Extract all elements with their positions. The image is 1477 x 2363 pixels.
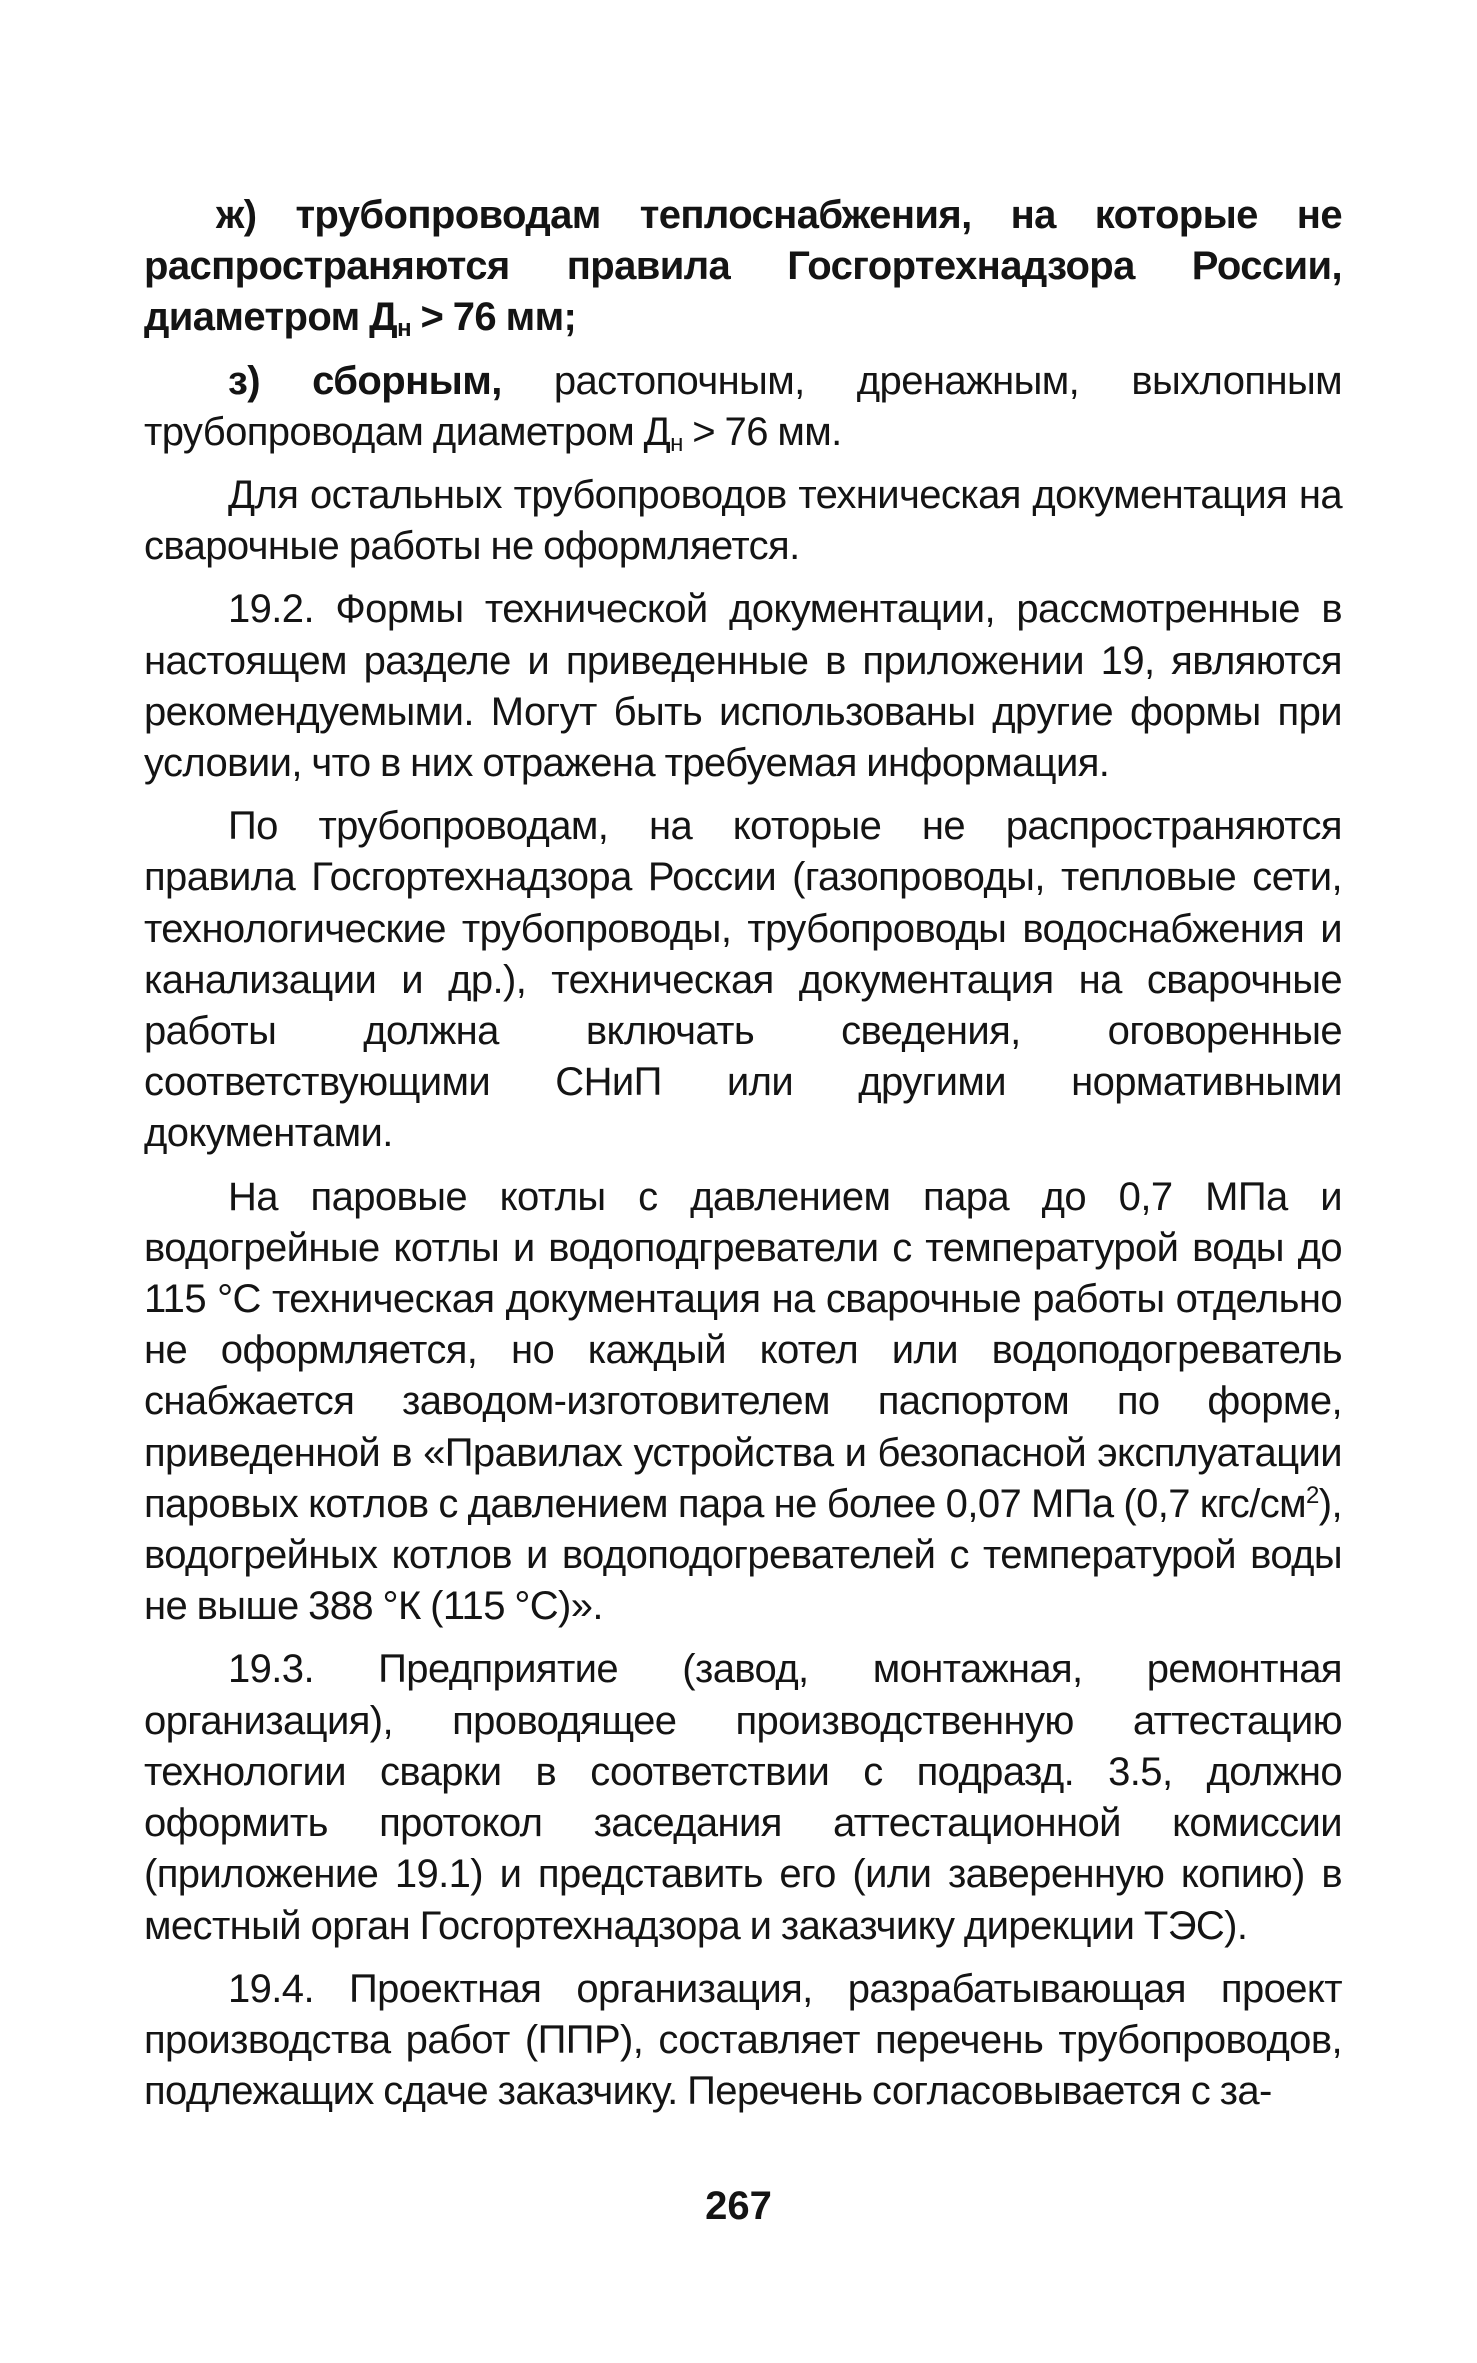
body-text (144, 190, 1342, 2129)
paragraph-boilers (144, 1172, 1342, 1633)
page-number: 267 (705, 2184, 772, 2228)
paragraph-z-tail: > 76 мм. (682, 409, 842, 454)
subscript-n: н (397, 315, 411, 343)
paragraph-pipelines-gosgortekhnadzor: По трубопроводам, на которые не распространяются правила Госгортехнадзора России (газопроводы, тепловые сети, технологические трубопроводы, трубопроводы водоснабжения и канализации и др.), техническая документация на сварочные работы должна включать сведения, оговоренные соответствующими СНиП или другими нормативными документами. (144, 804, 1342, 1156)
paragraph-19-4: 19.4. Проектная организация, разрабатывающая проект производства работ (ППР), составляет перечень трубопроводов, подлежащих сдаче заказчику. Перечень согласовывается с за- (144, 1966, 1342, 2114)
paragraph-19-2: 19.2. Формы технической документации, рассмотренные в настоящем разделе и приведенные в приложении 19, являются рекомендуемыми. Могут быть использованы другие формы при условии, что в них отражена требуемая информация. (144, 587, 1342, 786)
paragraph-boilers-text: На паровые котлы с давлением пара до 0,7 МПа и водогрейные котлы и водоподгреватели с температурой воды до 115 °С техническая документация на сварочные работы отдельно не оформляется, но каждый котел или водоподогреватель снабжается заводом-изготовителем паспортом по форме, приведенной в «Правилах устройства и безопасной эксплуатации паровых котлов с давлением пара не более 0,07 МПа (0,7 кгс/см (144, 1174, 1342, 1526)
paragraph-zh-tail: > 76 мм; (410, 295, 577, 340)
paragraph-19-3: 19.3. Предприятие (завод, монтажная, ремонтная организация), проводящее производственную аттестацию технологии сварки в соответствии с подразд. 3.5, должно оформить протокол заседания аттестационной комиссии (приложение 19.1) и представить его (или заверенную копию) в местный орган Госгортехнадзора и заказчику дирекции ТЭС). (144, 1647, 1342, 1948)
paragraph-zh-text: ж) трубопроводам теплоснабжения, на которые не распространяются правила Госгортехнадзора России, диаметром Д (144, 193, 1342, 340)
paragraph-boilers-tail: ), водогрейных котлов и водоподогревателей с температурой воды не выше 388 °К (115 °С)». (144, 1481, 1342, 1629)
paragraph-z-text: растопочным, дренажным, выхлопным трубопроводам диаметром Д (144, 358, 1342, 454)
paragraph-zh (144, 190, 1342, 344)
paragraph-z-bold: з) сборным, (228, 358, 554, 403)
paragraph-other-pipelines: Для остальных трубопроводов техническая документация на сварочные работы не оформляется. (144, 473, 1342, 569)
paragraph-z (144, 356, 1342, 458)
superscript-2: 2 (1306, 1481, 1319, 1509)
subscript-n: н (670, 429, 683, 457)
